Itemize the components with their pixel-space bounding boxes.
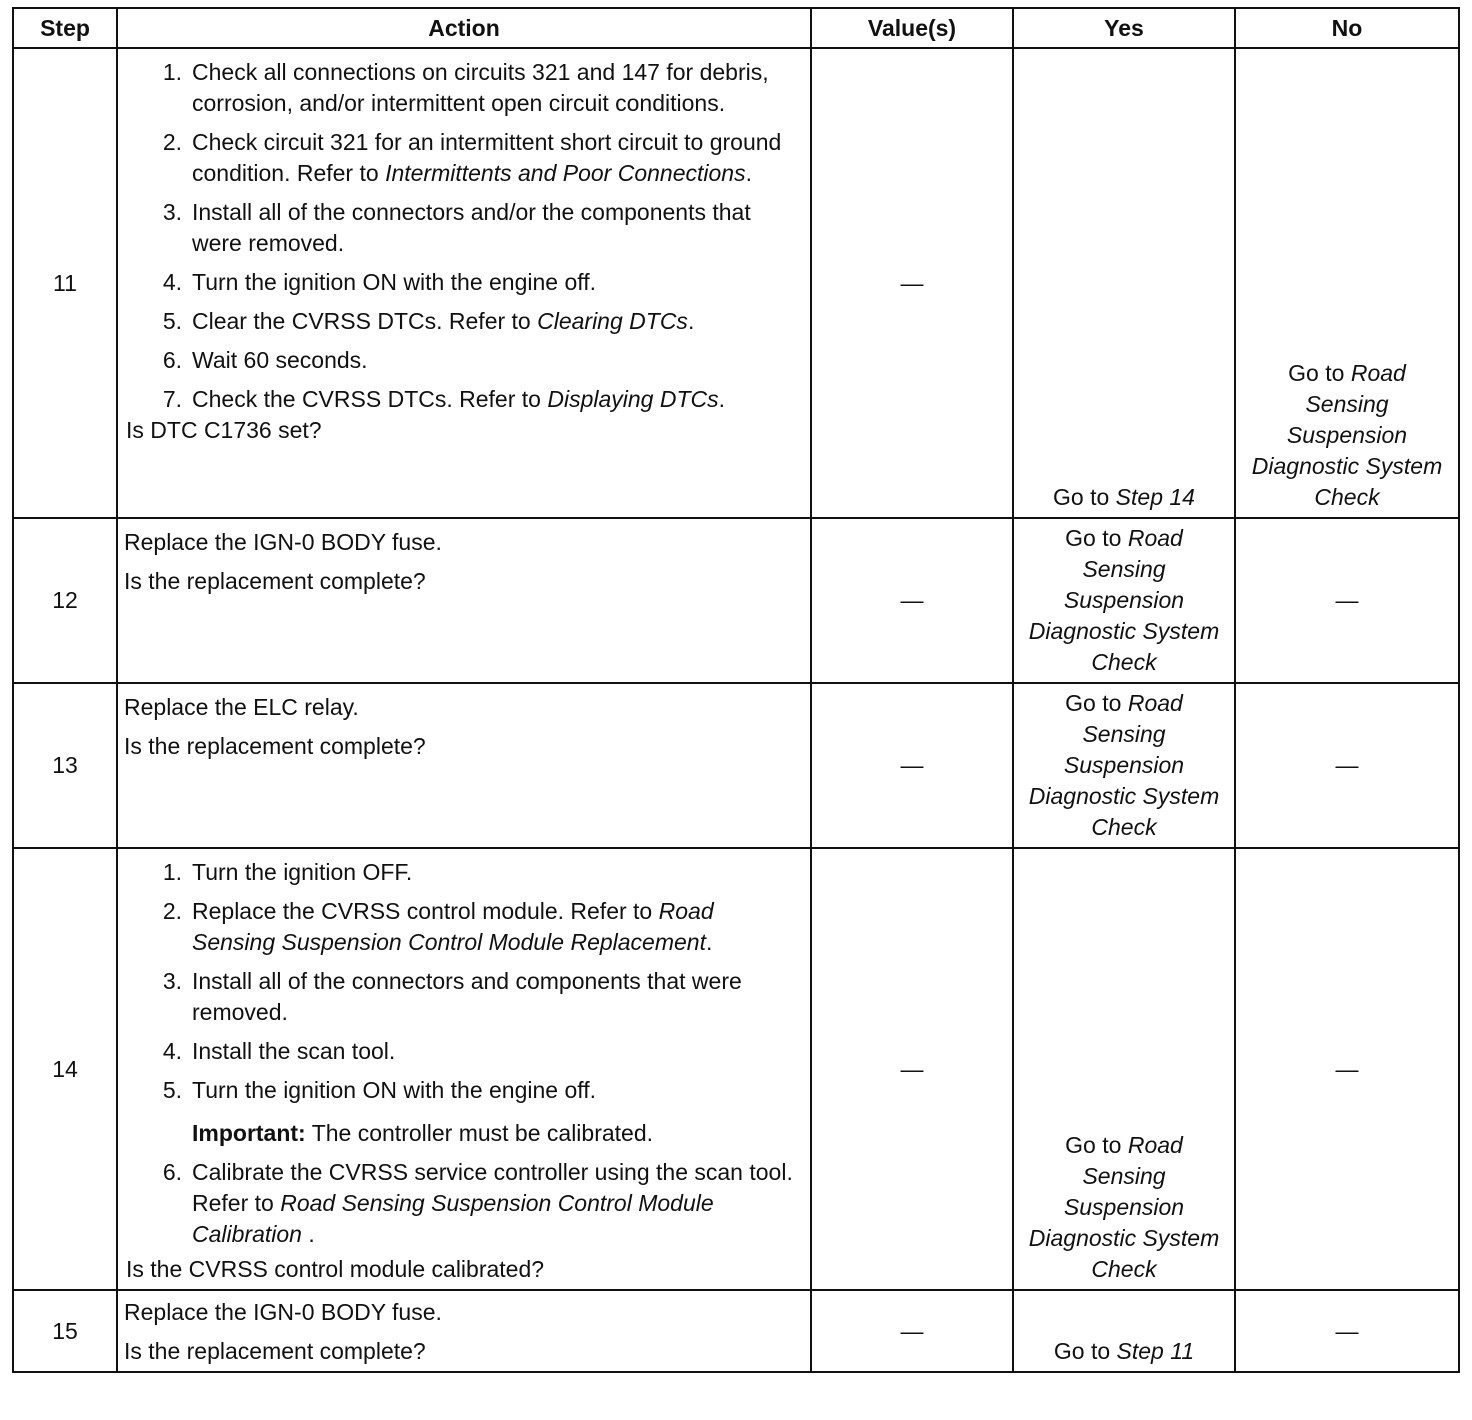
- yes-cell: Go to Step 14: [1013, 48, 1235, 518]
- header-step: Step: [13, 8, 117, 48]
- value-cell: [811, 848, 1013, 1290]
- step-number: 14: [13, 848, 117, 1290]
- step-number: 13: [13, 683, 117, 848]
- header-row: [13, 8, 1459, 48]
- yes-cell: Go to Step 11: [1013, 1290, 1235, 1372]
- table-row-step-13: [13, 683, 1459, 848]
- action-text: Replace the IGN-0 BODY fuse.: [124, 1299, 442, 1325]
- action-step: 2. Check circuit 321 for an intermittent short circuit to ground condition. Refer to Intermittents and Poor Connections.: [162, 129, 782, 186]
- table-row-step-12: [13, 518, 1459, 683]
- reference-link[interactable]: Displaying DTCs: [547, 386, 719, 412]
- step-question: Is the replacement complete?: [124, 568, 426, 594]
- no-cell: [1235, 1290, 1459, 1372]
- table-row-step-11: [13, 48, 1459, 518]
- value-dash: —: [900, 587, 924, 613]
- reference-link[interactable]: Clearing DTCs: [537, 308, 688, 334]
- action-cell: [117, 848, 811, 1290]
- no-dash: —: [1335, 1317, 1359, 1344]
- action-steps-continued: [126, 1157, 802, 1250]
- reference-link[interactable]: Road Sensing Suspension Control Module Replacement: [192, 898, 714, 955]
- action-cell: [117, 518, 811, 683]
- diagnostic-table: [12, 7, 1460, 1373]
- action-step: 3. Install all of the connectors and/or the components that were removed.: [162, 199, 751, 256]
- value-dash: —: [900, 752, 924, 778]
- table-row-step-14: [13, 848, 1459, 1290]
- goto-diagnostic-system-check-link[interactable]: Road Sensing Suspension Diagnostic System Check: [1251, 360, 1443, 510]
- value-cell: [811, 683, 1013, 848]
- goto-step-11-link[interactable]: Step 11: [1116, 1338, 1195, 1364]
- value-dash: —: [900, 269, 924, 296]
- goto-diagnostic-system-check-link[interactable]: Road Sensing Suspension Diagnostic System Check: [1028, 525, 1220, 675]
- no-cell: Go to Road Sensing Suspension Diagnostic System Check: [1235, 48, 1459, 518]
- goto-diagnostic-system-check-link[interactable]: Road Sensing Suspension Diagnostic System Check: [1028, 1132, 1220, 1282]
- no-dash: —: [1335, 752, 1359, 778]
- action-text: Replace the IGN-0 BODY fuse.: [124, 529, 442, 555]
- header-action: Action: [117, 8, 811, 48]
- action-step: 7. Check the CVRSS DTCs. Refer to Displaying DTCs.: [162, 386, 725, 412]
- yes-cell: Go to Road Sensing Suspension Diagnostic System Check: [1013, 683, 1235, 848]
- step-number: 11: [13, 48, 117, 518]
- yes-cell: Go to Road Sensing Suspension Diagnostic System Check: [1013, 518, 1235, 683]
- value-cell: [811, 48, 1013, 518]
- action-step: 1. Turn the ignition OFF.: [162, 859, 413, 885]
- action-cell: [117, 683, 811, 848]
- action-text: Replace the ELC relay.: [124, 694, 359, 720]
- action-step: 6. Calibrate the CVRSS service controller using the scan tool. Refer to Road Sensing Suspension Control Module Calibration .: [162, 1159, 793, 1247]
- action-step: 4. Turn the ignition ON with the engine off.: [162, 269, 597, 295]
- action-steps: [126, 857, 802, 1106]
- header-no: No: [1235, 8, 1459, 48]
- header-values: Value(s): [811, 8, 1013, 48]
- action-cell: [117, 48, 811, 518]
- step-question: Is the replacement complete?: [124, 733, 426, 759]
- goto-step-14-link[interactable]: Step 14: [1115, 484, 1195, 510]
- value-cell: [811, 518, 1013, 683]
- step-question: Is the CVRSS control module calibrated?: [126, 1256, 545, 1282]
- action-step: 3. Install all of the connectors and components that were removed.: [162, 968, 742, 1025]
- no-dash: —: [1335, 587, 1359, 613]
- no-cell: [1235, 518, 1459, 683]
- reference-link[interactable]: Intermittents and Poor Connections: [385, 160, 746, 186]
- yes-cell: Go to Road Sensing Suspension Diagnostic System Check: [1013, 848, 1235, 1290]
- important-note: Important: The controller must be calibrated.: [192, 1120, 654, 1146]
- value-dash: —: [900, 1317, 924, 1344]
- value-cell: [811, 1290, 1013, 1372]
- action-step: 1. Check all connections on circuits 321 and 147 for debris, corrosion, and/or intermittent open circuit conditions.: [162, 59, 769, 116]
- header-yes: Yes: [1013, 8, 1235, 48]
- no-cell: [1235, 848, 1459, 1290]
- action-step: 2. Replace the CVRSS control module. Refer to Road Sensing Suspension Control Module Replacement.: [162, 898, 714, 955]
- reference-link[interactable]: Road Sensing Suspension Control Module Calibration: [192, 1190, 714, 1247]
- table-row-step-15: [13, 1290, 1459, 1372]
- action-step: 5. Turn the ignition ON with the engine off.: [162, 1077, 597, 1103]
- action-cell: [117, 1290, 811, 1372]
- action-steps: [126, 57, 802, 415]
- action-step: 4. Install the scan tool.: [162, 1038, 396, 1064]
- no-dash: —: [1335, 1055, 1359, 1082]
- goto-diagnostic-system-check-link[interactable]: Road Sensing Suspension Diagnostic System Check: [1028, 690, 1220, 840]
- no-cell: [1235, 683, 1459, 848]
- step-question: Is DTC C1736 set?: [126, 417, 322, 443]
- step-number: 12: [13, 518, 117, 683]
- important-label: Important:: [192, 1120, 306, 1146]
- action-step: 6. Wait 60 seconds.: [162, 347, 368, 373]
- value-dash: —: [900, 1055, 924, 1082]
- action-step: 5. Clear the CVRSS DTCs. Refer to Clearing DTCs.: [162, 308, 695, 334]
- step-question: Is the replacement complete?: [124, 1338, 426, 1364]
- step-number: 15: [13, 1290, 117, 1372]
